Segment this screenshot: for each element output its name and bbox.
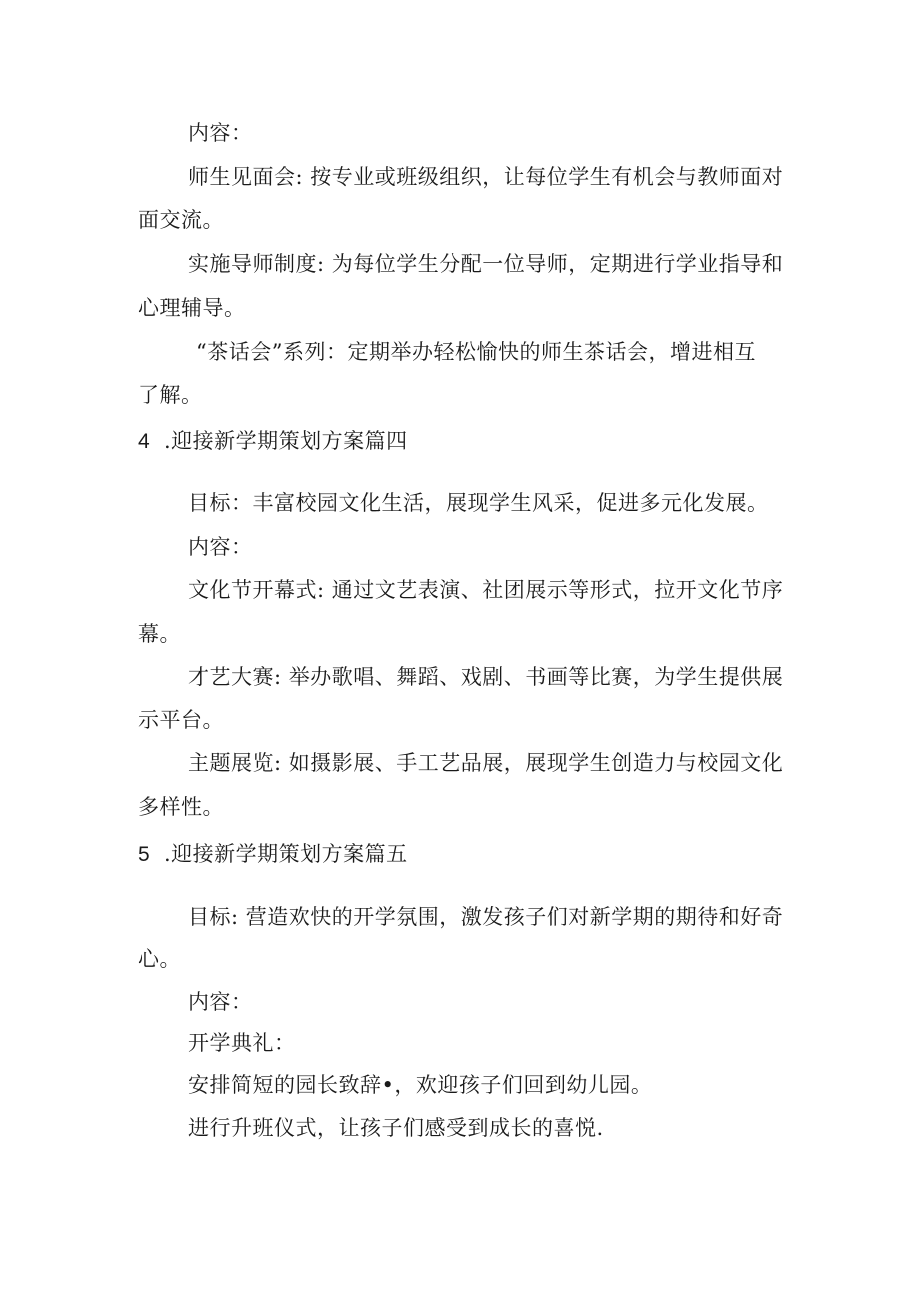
paragraph-line: 才艺大赛: 举办歌唱、舞蹈、戏剧、书画等比赛，为学生提供展 <box>188 665 784 689</box>
goal-line: 心。 <box>138 947 181 971</box>
goal-line: 目标：丰富校园文化生活，展现学生风采，促进多元化发展。 <box>188 491 769 515</box>
paragraph-line: 多样性。 <box>138 795 224 819</box>
section-number: 4 <box>138 430 151 453</box>
paragraph-line: 实施导师制度: 为每位学生分配一位导师，定期进行学业指导和 <box>188 252 784 276</box>
paragraph-line: 示平台。 <box>138 708 224 732</box>
paragraph-line: 面交流。 <box>138 208 224 232</box>
paragraph-line: 主题展览: 如摄影展、手工艺品展，展现学生创造力与校园文化 <box>188 751 784 775</box>
content-label: 内容： <box>188 535 253 559</box>
content-label: 内容： <box>188 990 253 1014</box>
section-heading <box>138 840 408 869</box>
paragraph-line: 进行升班仪式，让孩子们感受到成长的喜悦. <box>188 1116 604 1140</box>
paragraph-line: “茶话会”系列：定期举办轻松愉快的师生茶话会，增进相互 <box>196 340 756 364</box>
section-title: .迎接新学期策划方案篇五 <box>164 842 408 866</box>
paragraph-line: 师生见面会: 按专业或班级组织，让每位学生有机会与教师面对 <box>188 165 784 189</box>
goal-line: 目标: 营造欢快的开学氛围，激发孩子们对新学期的期待和好奇 <box>188 905 784 929</box>
paragraph-line: 心理辅导。 <box>138 296 246 320</box>
section-number: 5 <box>138 843 151 866</box>
section-title: .迎接新学期策划方案篇四 <box>164 429 408 453</box>
paragraph-line: 幕。 <box>138 622 181 646</box>
content-label: 内容： <box>188 121 253 145</box>
paragraph-line: 了解。 <box>138 383 203 407</box>
subheading: 开学典礼： <box>188 1031 296 1055</box>
paragraph-line: 安排简短的园长致辞•，欢迎孩子们回到幼儿园。 <box>188 1073 653 1097</box>
paragraph-line: 文化节开幕式: 通过文艺表演、社团展示等形式，拉开文化节序 <box>188 578 784 602</box>
section-heading <box>138 427 408 456</box>
